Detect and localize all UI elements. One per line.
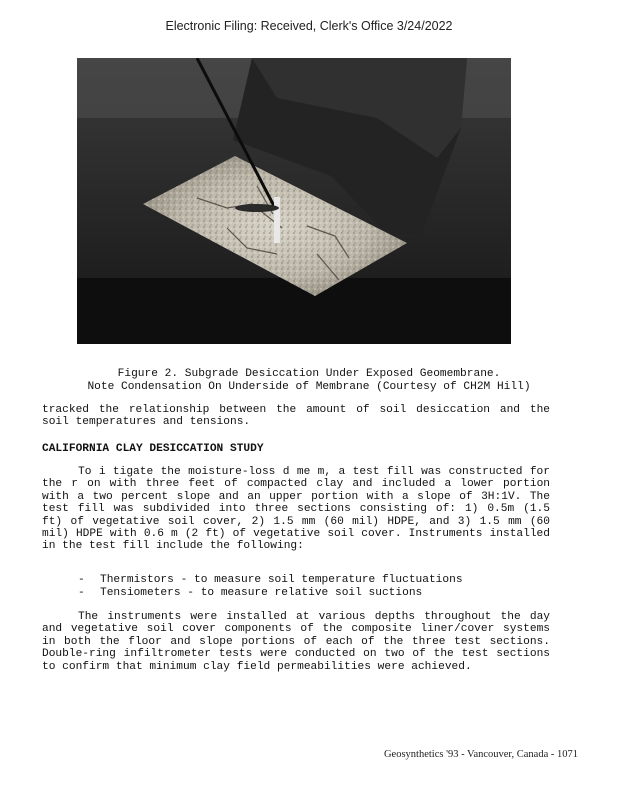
desiccation-photo-illustration xyxy=(77,58,511,344)
instrument-list xyxy=(78,574,463,599)
figure-caption-line-1: Figure 2. Subgrade Desiccation Under Exposed Geomembrane. xyxy=(117,368,501,380)
figure-photo xyxy=(77,58,511,344)
filing-header: Electronic Filing: Received, Clerk's Office 3/24/2022 xyxy=(165,19,453,33)
list-item: - Tensiometers - to measure relative soil suctions xyxy=(78,587,463,600)
instruments-paragraph: The instruments were installed at various depths throughout the day and vegetative soil cover components of the composite liner/cover systems in both the floor and slope portions of each of the three test sections. Double-ring infiltrometer tests were conducted on two of the test sections to confirm that minimum clay field permeabilities were achieved. xyxy=(42,611,550,673)
list-item: - Thermistors - to measure soil temperature fluctuations xyxy=(78,574,463,587)
page-footer: Geosynthetics '93 - Vancouver, Canada - 1071 xyxy=(383,749,578,760)
intro-paragraph: tracked the relationship between the amount of soil desiccation and the soil temperatures and tensions. xyxy=(42,404,550,429)
study-paragraph: To i tigate the moisture-loss d me m, a test fill was constructed for the r on with three feet of compacted clay and included a lower portion with a two percent slope and an upper portion with a slope of 3H:1V. The test fill was subdivided into three sections consisting of: 1) 0.5m (1.5 ft) of vegetative soil cover, 2) 1.5 mm (60 mil) HDPE, and 3) 1.5 mm (60 mil) HDPE with 0.6 m (2 ft) of vegetative soil cover. Instruments installed in the test fill include the following: xyxy=(42,466,550,553)
section-heading: CALIFORNIA CLAY DESICCATION STUDY xyxy=(42,443,264,455)
figure-caption-line-2: Note Condensation On Underside of Membrane (Courtesy of CH2M Hill) xyxy=(87,381,531,393)
